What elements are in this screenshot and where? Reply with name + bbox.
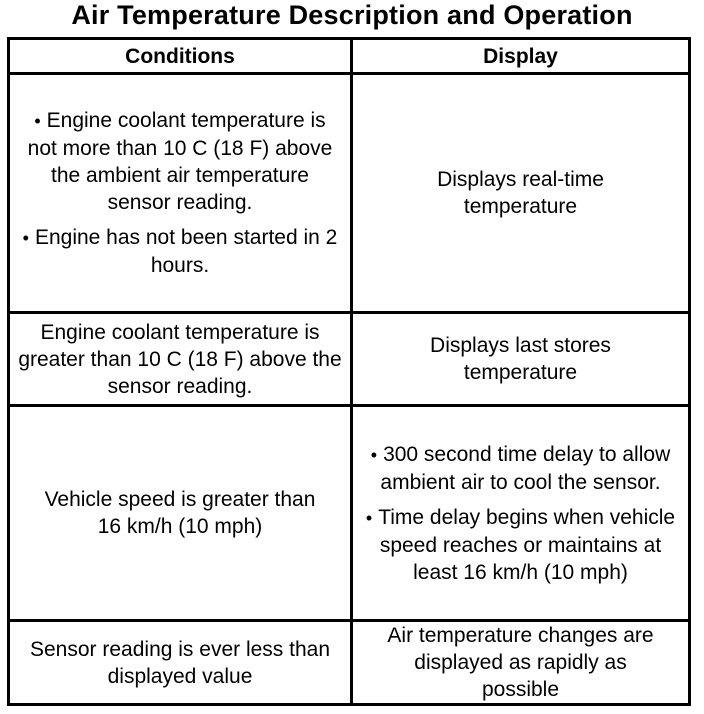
page-title: Air Temperature Description and Operation (71, 0, 633, 30)
air-temperature-table (7, 37, 691, 706)
header-display: Display (483, 44, 558, 68)
bullet-icon: • (22, 228, 29, 248)
row-2-conditions: Engine coolant temperature is greater than 10 C (18 F) above the sensor reading. (18, 320, 342, 398)
header-conditions: Conditions (125, 44, 235, 68)
row-4-conditions: Sensor reading is ever less than displayed value (30, 637, 330, 688)
bullet-icon: • (370, 444, 378, 465)
row-2-display: Displays last stores temperature (430, 334, 611, 384)
row-3-display-bullet-1: • 300 second time delay to allow ambient air to cool the sensor. (370, 442, 671, 494)
bullet-icon: • (365, 507, 373, 528)
row-1-condition-bullet-2: • Engine has not been started in 2 hours. (22, 226, 338, 277)
row-4-display: Air temperature changes are displayed as rapidly as possible (387, 624, 654, 701)
row-1-display: Displays real-time temperature (437, 168, 604, 218)
row-1-conditions (10, 75, 350, 311)
row-3-display-bullet-2: • Time delay begins when vehicle speed reaches or maintains at least 16 km/h (10 mph) (365, 505, 676, 584)
row-3-display (353, 407, 688, 619)
bullet-icon: • (34, 111, 41, 131)
row-3-conditions: Vehicle speed is greater than 16 km/h (10 mph) (44, 488, 316, 538)
row-1-condition-bullet-1: • Engine coolant temperature is not more than 10 C (18 F) above the ambient air temperature sensor reading. (27, 109, 333, 214)
